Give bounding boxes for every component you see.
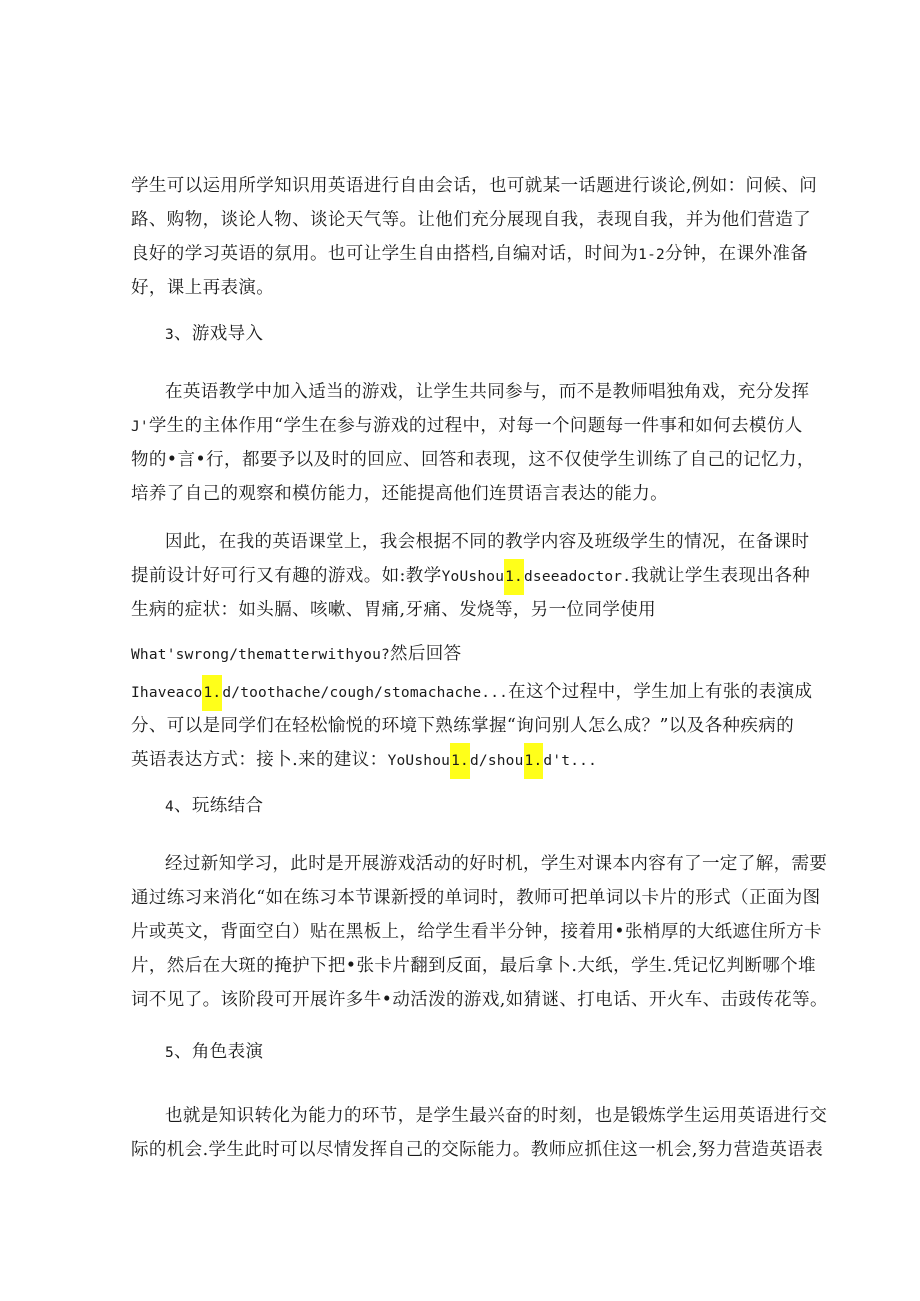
highlighted-text: 1. xyxy=(450,743,470,779)
heading-number: 5 xyxy=(165,1045,174,1061)
heading-title: 、角色表演 xyxy=(173,1042,264,1062)
text-segment: 分钟，在课外准备 xyxy=(664,244,809,264)
highlighted-text: 1. xyxy=(524,743,544,779)
english-phrase: d/shou xyxy=(469,753,524,769)
paragraph-3-line-4 xyxy=(131,640,462,665)
heading-number: 4 xyxy=(165,799,174,815)
paragraph-1-line-2: 路、购物，谈论人物、谈论天气等。让他们充分展现自我，表现自我，并为他们营造了 xyxy=(131,210,812,230)
paragraph-3-line-3: 生病的症状：如头膈、咳嗽、胃痛,牙痛、发烧等，另一位同学使用 xyxy=(131,600,657,620)
section-heading-4 xyxy=(165,792,263,817)
time-range: 1-2 xyxy=(638,247,665,263)
highlighted-text: 1. xyxy=(202,675,222,711)
english-phrase: YoUshou xyxy=(387,753,451,769)
paragraph-4-line-1: 经过新知学习，此时是开展游戏活动的好时机，学生对课本内容有了一定了解，需要 xyxy=(165,854,828,874)
paragraph-1-line-3 xyxy=(131,240,808,265)
paragraph-2-line-4: 培养了自己的观察和模仿能力，还能提高他们连贯语言表达的能力。 xyxy=(131,484,668,504)
text-segment: 在这个过程中，学生加上有张的表演成 xyxy=(508,682,813,702)
paragraph-2-line-1: 在英语教学中加入适当的游戏，让学生共同参与，而不是教师唱独角戏，充分发挥 xyxy=(165,382,810,402)
english-phrase: d/toothache/cough/stomachache... xyxy=(222,685,509,701)
text-segment: 良好的学习英语的氛用。也可让学生自由搭档,自编对话，时间为 xyxy=(131,244,639,264)
english-phrase: What'swrong/thematterwithyou? xyxy=(131,647,390,663)
text-segment: 然后回答 xyxy=(389,644,462,664)
paragraph-2-line-3: 物的•言•行，都要予以及时的回应、回答和表现，这不仅使学生训练了自己的记忆力， xyxy=(131,450,815,470)
paragraph-3-line-2 xyxy=(131,562,810,587)
english-phrase: dseeadoctor. xyxy=(524,569,632,585)
english-phrase: YoUshou xyxy=(441,569,505,585)
paragraph-3-line-6: 分、可以是同学们在轻松愉悦的环境下熟练掌握“询问别人怎么成？”以及各种疾病的 xyxy=(131,716,795,736)
text-segment: 学生的主体作用“学生在参与游戏的过程中，对每一个问题每一件事和如何去模仿人 xyxy=(148,416,803,436)
paragraph-2-line-2 xyxy=(131,412,803,437)
heading-number: 3 xyxy=(165,327,174,343)
paragraph-1-line-4: 好，课上再表演。 xyxy=(131,278,275,298)
paragraph-5-line-2: 际的机会.学生此时可以尽情发挥自己的交际能力。教师应抓住这一机会,努力营造英语表 xyxy=(131,1140,824,1160)
paragraph-4-line-3: 片或英文，背面空白）贴在黑板上，给学生看半分钟，接着用•张梢厚的大纸遮住所方卡 xyxy=(131,922,822,942)
paragraph-4-line-5: 词不见了。该阶段可开展许多牛•动活泼的游戏,如猜谜、打电话、开火车、击豉传花等。 xyxy=(131,990,828,1010)
section-heading-3 xyxy=(165,320,263,345)
paragraph-3-line-5 xyxy=(131,678,812,703)
section-heading-5 xyxy=(165,1038,263,1063)
paragraph-4-line-2: 通过练习来消化“如在练习本节课新授的单词时，教师可把单词以卡片的形式（正面为图 xyxy=(131,888,821,908)
paragraph-3-line-7 xyxy=(131,746,597,771)
text-segment: 提前设计好可行又有趣的游戏。如:教学 xyxy=(131,566,442,586)
text-segment: 英语表达方式：接卜.来的建议： xyxy=(131,750,388,770)
paragraph-3-line-1: 因此，在我的英语课堂上，我会根据不同的教学内容及班级学生的情况，在备课时 xyxy=(165,532,810,552)
heading-title: 、玩练结合 xyxy=(173,796,264,816)
paragraph-4-line-4: 片，然后在大斑的掩护下把•张卡片翻到反面，最后拿卜.大纸，学生.凭记忆判断哪个堆 xyxy=(131,956,816,976)
english-phrase: Ihaveaco xyxy=(131,685,203,701)
paragraph-1-line-1: 学生可以运用所学知识用英语进行自由会话，也可就某一话题进行谈论,例如：问候、问 xyxy=(131,176,818,196)
english-phrase: d't... xyxy=(543,753,598,769)
text-segment: 我就让学生表现出各种 xyxy=(631,566,811,586)
heading-title: 、游戏导入 xyxy=(173,324,264,344)
highlighted-text: 1. xyxy=(504,559,524,595)
paragraph-5-line-1: 也就是知识转化为能力的环节，是学生最兴奋的时刻，也是锻炼学生运用英语进行交 xyxy=(165,1106,828,1126)
text-segment: J' xyxy=(131,419,149,435)
